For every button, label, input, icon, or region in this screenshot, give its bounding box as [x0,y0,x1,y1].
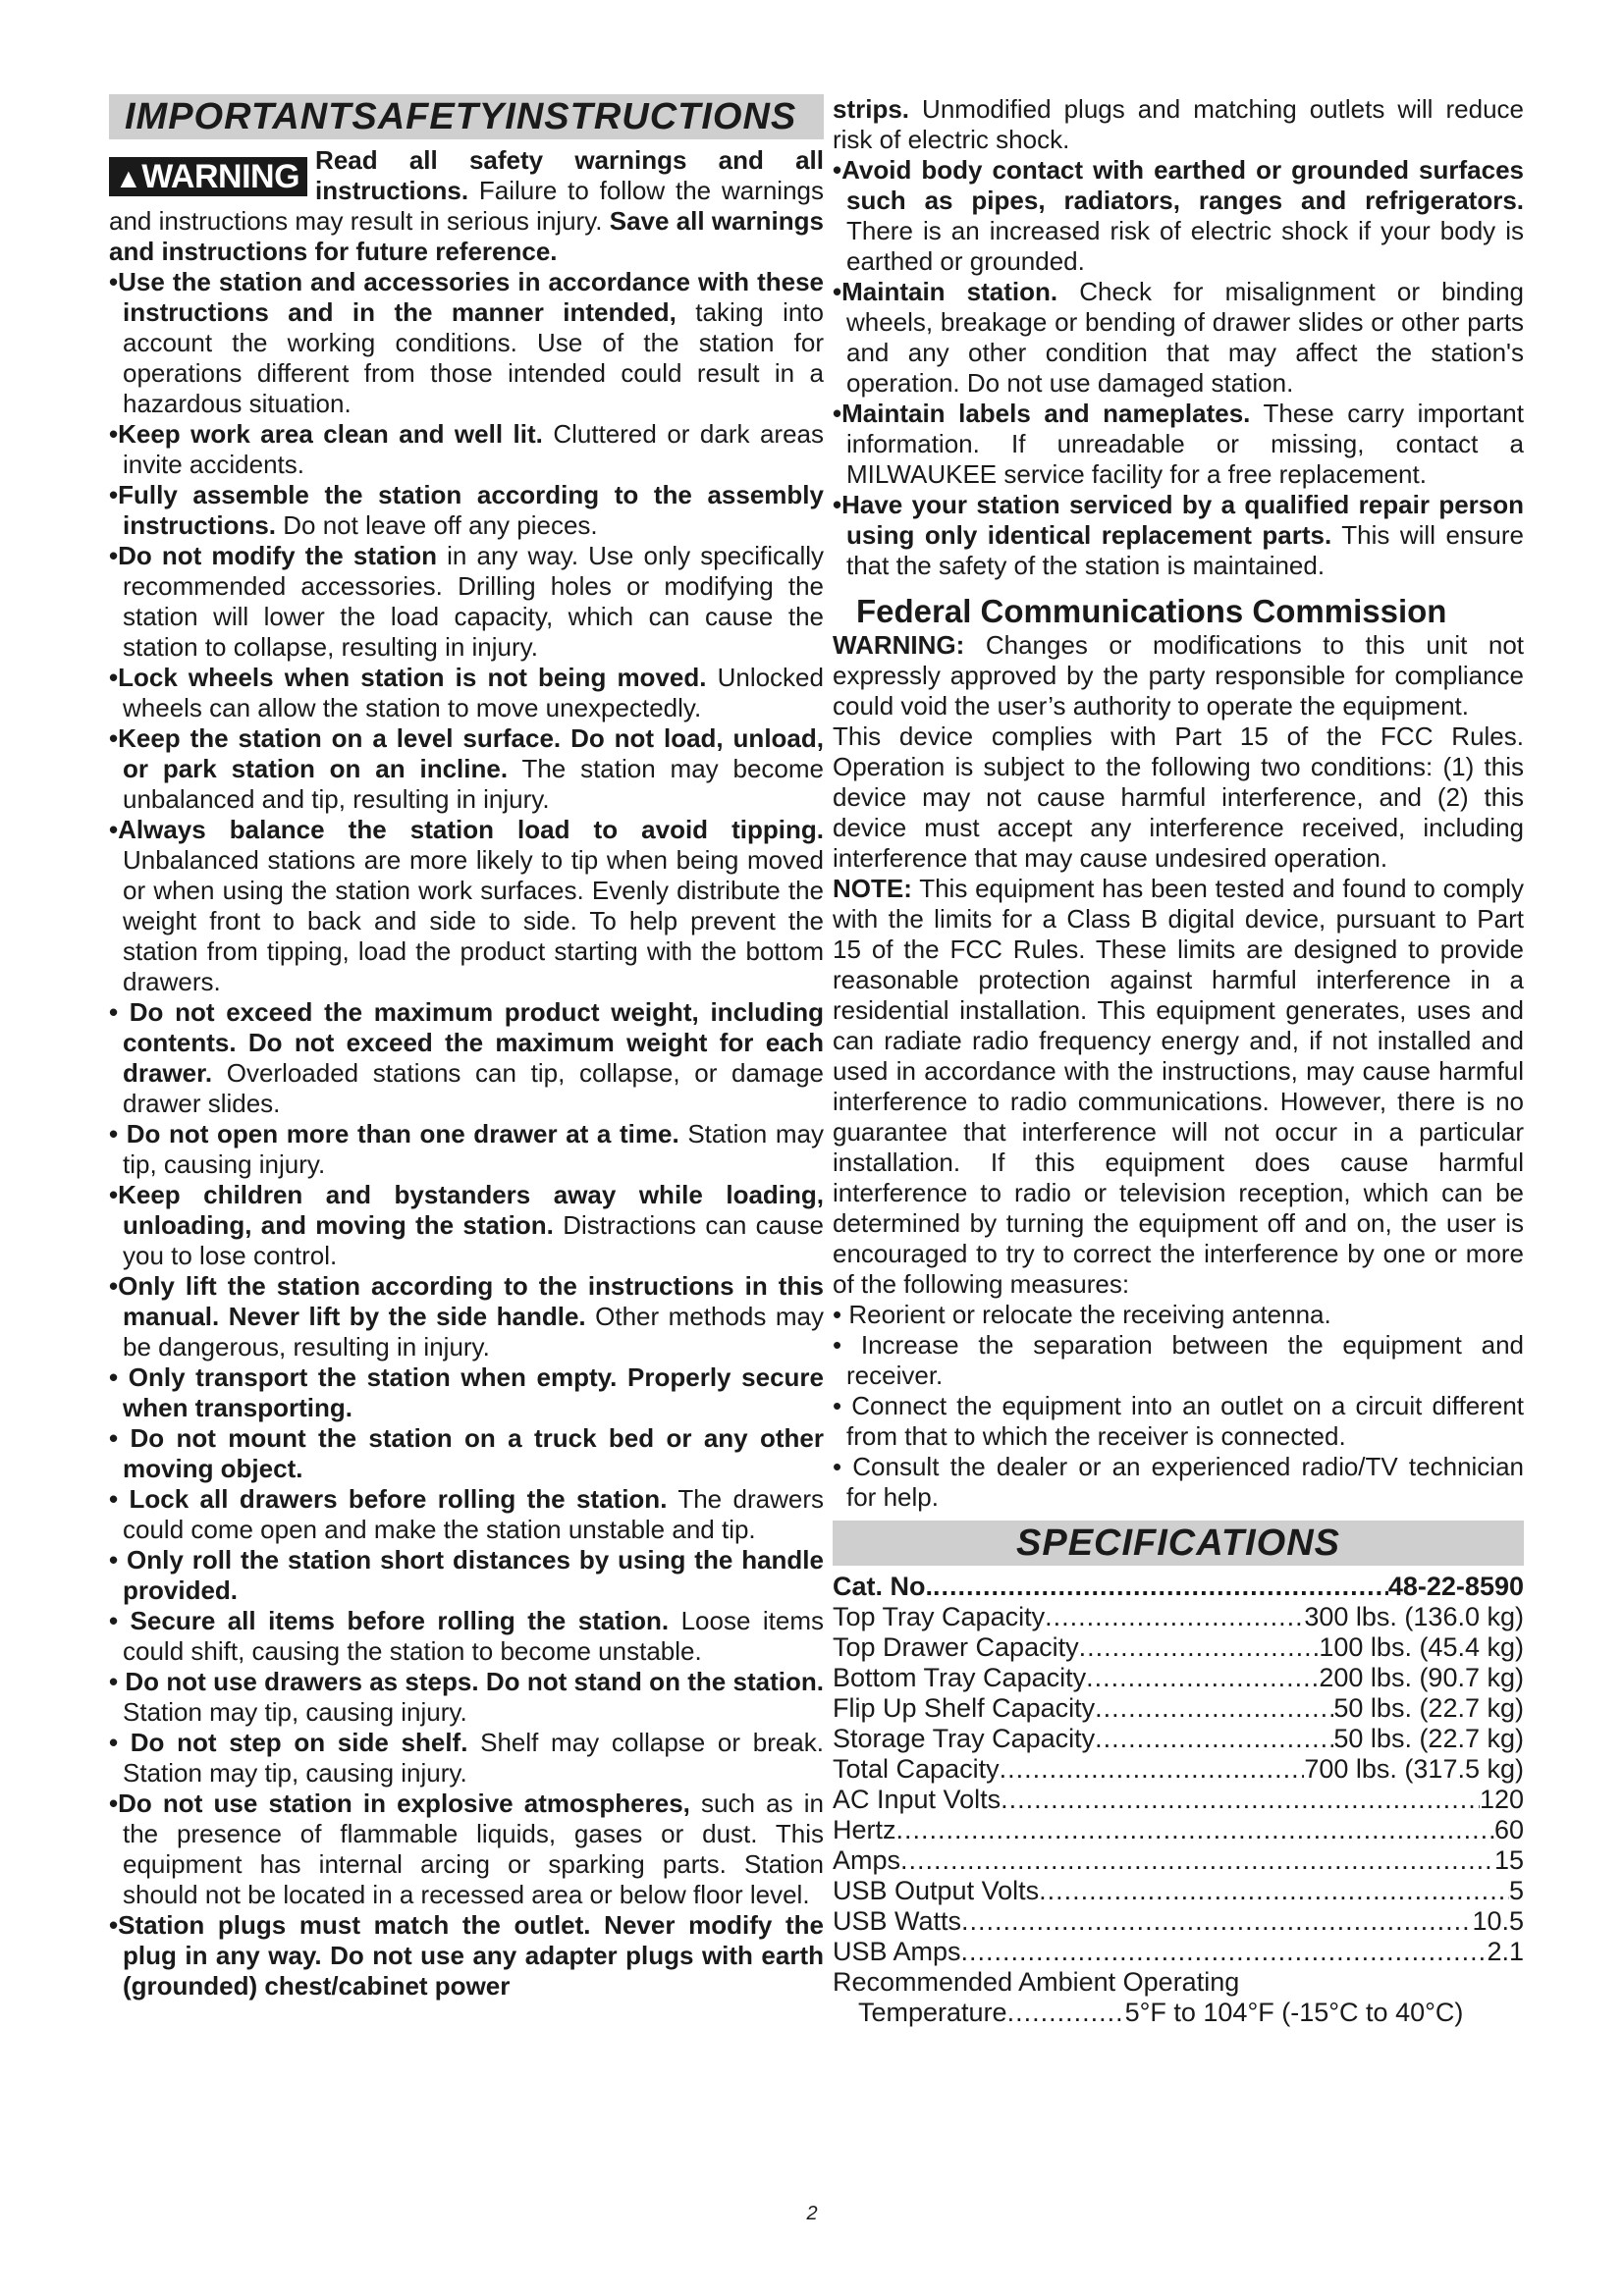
safety-item: •Only lift the station according to the instructions in this manual. Never lift by the side handle. Other methods may be dangerous, resulting in injury. [109,1271,824,1362]
warning-badge: ▲WARNING [109,157,307,196]
spec-row: Cat. No. ..... 48-22-8590 [833,1572,1524,1602]
safety-item: •Maintain station. Check for misalignment or binding wheels, breakage or bending of drawer slides or other parts and any other condition that may affect the station's operation. Do not use damaged station. [833,277,1524,398]
safety-item: • Do not exceed the maximum product weight, including contents. Do not exceed the maximum weight for each drawer. Overloaded stations can tip, collapse, or damage drawer slides. [109,997,824,1118]
right-column [833,94,1524,2028]
safety-item: • Do not open more than one drawer at a time. Station may tip, causing injury. [109,1119,825,1179]
safety-item: •Avoid body contact with earthed or grounded surfaces such as pipes, radiators, ranges and refrigerators. There is an increased risk of electric shock if your body is earthed or grounded. [833,155,1524,276]
spec-row: Flip Up Shelf Capacity ..... 50 lbs. (22.7 kg) [833,1693,1524,1724]
spec-row: AC Input Volts ..... 120 [833,1785,1524,1815]
spec-row: Total Capacity ..... 700 lbs. (317.5 kg) [833,1754,1524,1785]
safety-item: •Keep children and bystanders away while loading, unloading, and moving the station. Distractions can cause you to lose control. [109,1180,824,1270]
safety-item: •Keep work area clean and well lit. Cluttered or dark areas invite accidents. [109,419,824,479]
safety-item: •Station plugs must match the outlet. Never modify the plug in any way. Do not use any adapter plugs with earth (grounded) chest/cabinet power [109,1910,824,2001]
spec-row: USB Amps ..... 2.1 [833,1937,1524,1967]
fcc-title: Federal Communications Commission [856,593,1447,629]
fcc-measure: • Reorient or relocate the receiving antenna. [833,1300,1331,1329]
spec-row: USB Watts ..... 10.5 [833,1906,1524,1937]
safety-section-title: IMPORTANTSAFETYINSTRUCTIONS [109,94,824,139]
spec-row: Amps ..... 15 [833,1845,1524,1876]
spec-row: Top Tray Capacity ..... 300 lbs. (136.0 kg) [833,1602,1524,1632]
left-column [109,94,824,2002]
specifications-list [833,1572,1524,1967]
temperature-row: Temperature ..... 5°F to 104°F (-15°C to 40°C) [833,1998,1524,2028]
fcc-warning: WARNING: Changes or modifications to this unit not expressly approved by the party responsible for compliance could void the user’s authority to operate the equipment. [833,630,1524,721]
safety-item: •Use the station and accessories in accordance with these instructions and in the manner intended, taking into account the working conditions. Use of the station for operations different from those intended could result in a hazardous situation. [109,267,824,418]
safety-item: • Secure all items before rolling the station. Loose items could shift, causing the station to become unstable. [109,1606,824,1666]
safety-item: •Keep the station on a level surface. Do not load, unload, or park station on an incline. The station may become unbalanced and tip, resulting in injury. [109,723,824,814]
safety-item: •Do not modify the station in any way. Use only specifically recommended accessories. Drilling holes or modifying the station will lower the load capacity, which can cause the station to collapse, resulting in injury. [109,541,824,662]
safety-item: •Fully assemble the station according to the assembly instructions. Do not leave off any pieces. [109,480,824,540]
fcc-compliance: This device complies with Part 15 of the FCC Rules. Operation is subject to the following two conditions: (1) this device may not cause harmful interference, and (2) this device must accept any interference received, including interference that may cause undesired operation. [833,721,1524,873]
warning-intro [109,145,824,267]
fcc-measure: • Increase the separation between the equipment and receiver. [833,1330,1524,1390]
safety-item: • Lock all drawers before rolling the station. The drawers could come open and make the station unstable and tip. [109,1484,824,1544]
warning-intro-text: Read all safety warnings and all instructions. Failure to follow the warnings and instructions may result in serious injury. Save all warnings and instructions for future reference. [109,145,824,266]
safety-item: •Do not use station in explosive atmospheres, such as in the presence of flammable liquids, gases or dust. This equipment has internal arcing or sparking parts. Station should not be located in a recessed area or below floor level. [109,1789,825,1909]
safety-item: •Maintain labels and nameplates. These carry important information. If unreadable or missing, contact a MILWAUKEE service facility for a free replacement. [833,399,1524,489]
specifications-title: SPECIFICATIONS [833,1521,1524,1566]
safety-item: •Lock wheels when station is not being moved. Unlocked wheels can allow the station to move unexpectedly. [109,663,824,722]
safety-item: • Do not use drawers as steps. Do not stand on the station. Station may tip, causing injury. [109,1667,824,1727]
safety-item: • Do not step on side shelf. Shelf may collapse or break. Station may tip, causing injury. [109,1728,824,1788]
safety-item: •Have your station serviced by a qualified repair person using only identical replacement parts. This will ensure that the safety of the station is maintained. [833,490,1524,580]
safety-item: • Do not mount the station on a truck bed or any other moving object. [109,1423,824,1483]
warning-triangle-icon: ▲ [115,163,142,193]
fcc-measure: • Connect the equipment into an outlet on a circuit different from that to which the receiver is connected. [833,1391,1524,1451]
fcc-note: NOTE: This equipment has been tested and found to comply with the limits for a Class B digital device, pursuant to Part 15 of the FCC Rules. These limits are designed to provide reasonable protection against harmful interference in a residential installation. This equipment generates, uses and can radiate radio frequency energy and, if not installed and used in accordance with the instructions, may cause harmful interference to radio communications. However, there is no guarantee that interference will not occur in a particular installation. If this equipment does cause harmful interference to radio or television reception, which can be determined by turning the equipment off and on, the user is encouraged to try to correct the interference by one or more of the following measures: [833,874,1524,1299]
fcc-measure: • Consult the dealer or an experienced radio/TV technician for help. [833,1452,1524,1512]
spec-row: Hertz ..... 60 [833,1815,1524,1845]
spec-row: Top Drawer Capacity ..... 100 lbs. (45.4 kg) [833,1632,1524,1663]
safety-items-list [109,267,824,2002]
safety-items-list-continued [833,155,1524,581]
page-number: 2 [806,2203,818,2224]
spec-row: Storage Tray Capacity ..... 50 lbs. (22.7 kg) [833,1724,1524,1754]
safety-item: •Always balance the station load to avoid tipping. Unbalanced stations are more likely to tip when being moved or when using the station work surfaces. Evenly distribute the weight front to back and side to side. To help prevent the station from tipping, load the product starting with the bottom drawers. [109,815,824,996]
temperature-label: Recommended Ambient Operating [833,1967,1240,1997]
safety-item: • Only transport the station when empty. Properly secure when transporting. [109,1362,824,1422]
spec-row: USB Output Volts ..... 5 [833,1876,1524,1906]
fcc-measures-list [833,1300,1524,1513]
continuation-paragraph: strips. Unmodified plugs and matching outlets will reduce risk of electric shock. [833,94,1524,154]
safety-item: • Only roll the station short distances by using the handle provided. [109,1545,824,1605]
spec-row: Bottom Tray Capacity ..... 200 lbs. (90.7 kg) [833,1663,1524,1693]
